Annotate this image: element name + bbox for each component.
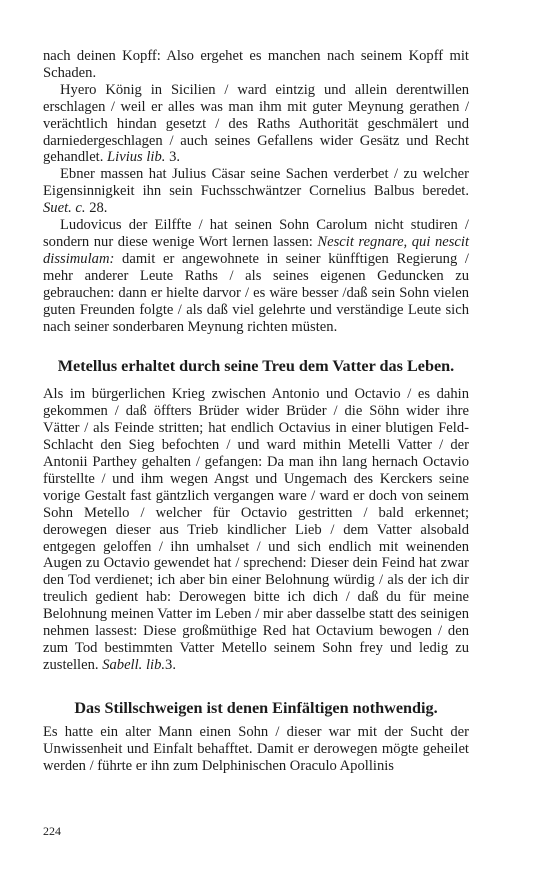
page-number: 224 (43, 824, 61, 838)
section-heading: Das Stillschweigen ist denen Einfältigen nothwendig. (74, 698, 438, 717)
paragraph-continuation (43, 48, 469, 82)
paragraph-text: Als im bürgerlichen Krieg zwischen Antonio und Octavio / es dahin gekommen / daß öffters Brüder wider Brüder / die Söhn wider ihre Vätter / als Feinde stritten; hat endlich Octavius in einer blutigen Feld-Schlacht den Sieg befochten / und ward mithin Metelli Vatter / der Antonii Parthey gehalten / gefangen: Da man ihn lang hernach Octavio fürstellte / und ihm wegen Angst und Ungemach des Kerckers seine vorige Gestalt fast gäntzlich vergangen ware / ward er doch von seinem Sohn Metello / welcher für Octavio gestritten / bald erkennet; derowegen dieser aus Trieb kindlicher Lieb / dem Vatter alsobald entgegen geloffen / ihn umhalset / und sich endlich mit weinenden Augen zu Octavio gewendet hat / sprechend: Dieser dein Feind hat zwar den Tod verdienet; ich aber bin einer Belohnung würdig / als der ich dir treulich gedient hab: Derowegen bitte ich dich / daß du für meine Belohnung meinen Vatter im Leben / mir aber dasselbe statt des seinigen nehmen lassest: Diese großmüthige Red hat Octavium bewogen / den zum Tod bestimmten Vatter Metello seinem Sohn frey und ledig zu zustellen. (43, 386, 469, 673)
citation-number: 3. (165, 656, 176, 673)
paragraph-hyero (43, 82, 469, 167)
paragraph-caesar (43, 166, 469, 217)
paragraph-text: Ludovicus der Eilffte / hat seinen Sohn Carolum nicht studiren / sondern nur diese wenige Wort lernen lassen: (43, 217, 469, 250)
section-heading: Metellus erhaltet durch seine Treu dem Vatter das Leben. (57, 357, 455, 376)
citation: Suet. c. (43, 200, 86, 217)
paragraph-text: Ebner massen hat Julius Cäsar seine Sachen verderbet / zu welcher Eigensinnigkeit ihn sein Fuchsschwäntzer Cornelius Balbus beredet. (43, 166, 469, 200)
paragraph-metellus (43, 386, 469, 673)
paragraph-text: Hyero König in Sicilien / ward eintzig und allein derentwillen erschlagen / weil er alles was man ihm mit guter Meynung gerathen / verächtlich hindan gesetzt / des Raths Authorität geschmälert und darniedergeschlagen / auch seines Gefallens wider Gesätz und Recht gehandlet. (43, 81, 469, 166)
paragraph-text: damit er angewohnete in seiner künfftigen Regierung / mehr anderer Leute Raths / als seines eigenen Geduncken zu gebrauchen: dann er hielte darvor / es wäre besser /daß sein Sohn vielen guten Freunden folgte / als daß viel gelehrte und verständige Leute sich nach seiner sonderbaren Meynung richten müsten. (43, 250, 469, 335)
citation: Sabell. lib. (102, 656, 166, 673)
paragraph-stillschweigen (43, 724, 469, 775)
latin-quote: Nescit regnare, qui nescit dissimulam: (43, 233, 470, 267)
paragraph-ludovicus (43, 217, 469, 335)
citation-number: 3. (165, 149, 181, 166)
citation: Livius lib. (107, 149, 166, 166)
paragraph-text: nach deinen Kopff: Also ergehet es manchen nach seinem Kopff mit Schaden. (43, 48, 469, 81)
paragraph-text: Es hatte ein alter Mann einen Sohn / dieser war mit der Sucht der Unwissenheit und Einfalt behafftet. Damit er derowegen mögte geheilet werden / führte er ihn zum Delphinischen Oraculo Apollinis (43, 723, 469, 774)
citation-number: 28. (85, 200, 108, 217)
